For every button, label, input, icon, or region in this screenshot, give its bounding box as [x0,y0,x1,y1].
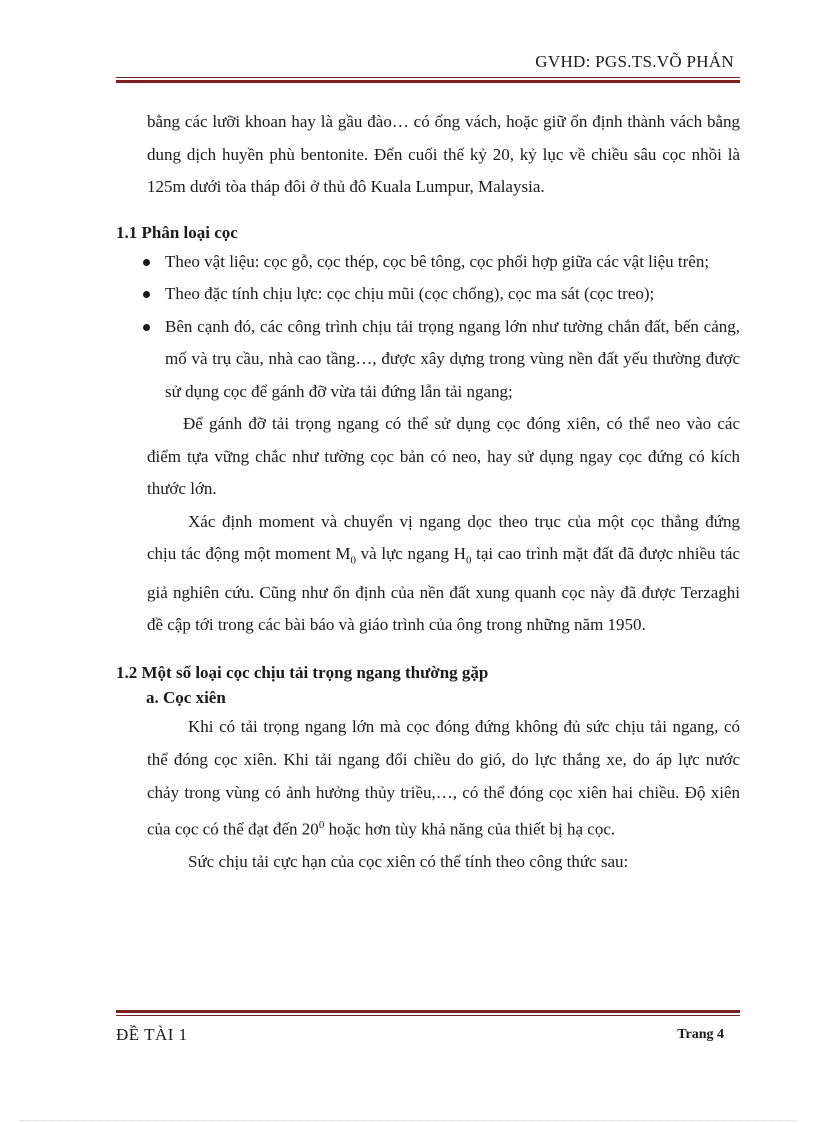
footer-topic: ĐỀ TÀI 1 [116,1025,188,1044]
paragraph-lateral-support: Để gánh đỡ tải trọng ngang có thể sử dụng cọc đóng xiên, có thể neo vào các điểm tựa vững chắc như tường cọc bản có neo, hay sử dụng ngay cọc đứng có kích thước lớn. [147,414,740,498]
page-edge-divider [20,1120,796,1121]
paragraph-inclined-piles: Khi có tải trọng ngang lớn mà cọc đóng đứng không đủ sức chịu tải ngang, có thể đóng cọc xiên. Khi tải ngang đổi chiều do gió, do lực thắng xe, do áp lực nước chảy trong vùng có ảnh hưởng thủy triều,…, có thể đóng cọc xiên hai chiều. Độ xiên của cọc có thể đạt đến $20^0$ hoặc hơn tùy khả năng của thiết bị hạ cọc. [147,716,740,839]
footer-rule-thick [116,1010,740,1013]
section-heading-1-2: 1.2 Một số loại cọc chịu tải trọng ngang thường gặp [116,662,489,682]
paragraph-formula-intro: Sức chịu tải cực hạn của cọc xiên có thể tính theo công thức sau: [188,851,629,871]
header-rule-thick [116,80,740,83]
list-item: Bên cạnh đó, các công trình chịu tải trọng ngang lớn như tường chắn đất, bến cảng, mố và trụ cầu, nhà cao tầng…, được xây dựng trong vùng nền đất yếu thường được sử dụng cọc để gánh đỡ vừa tải đứng lẫn tải ngang; [116,311,740,409]
footer-rule-thin [116,1015,740,1016]
list-item: Theo đặc tính chịu lực: cọc chịu mũi (cọc chống), cọc ma sát (cọc treo); [116,278,740,311]
subsection-heading-a: a. Cọc xiên [146,687,226,707]
list-item: Theo vật liệu: cọc gỗ, cọc thép, cọc bê tông, cọc phối hợp giữa các vật liệu trên; [116,246,740,279]
page-number: Trang 4 [677,1027,724,1042]
classification-list [116,246,740,409]
header-supervisor: GVHD: PGS.TS.VÕ PHÁN [535,52,734,71]
intro-paragraph: bằng các lưỡi khoan hay là gầu đào… có ống vách, hoặc giữ ổn định thành vách bằng dung dịch huyền phù bentonite. Đến cuối thế kỷ 20, kỷ lục về chiều sâu cọc nhồi là 125m dưới tòa tháp đôi ở thủ đô Kuala Lumpur, Malaysia. [147,112,740,196]
page-body [116,106,740,878]
bullet-icon [143,259,150,266]
bullet-icon [143,291,150,298]
section-heading-1-1: 1.1 Phân loại cọc [116,222,238,242]
paragraph-moment: Xác định moment và chuyển vị ngang dọc theo trục của một cọc thẳng đứng chịu tác động một moment $M_0$ và lực ngang $H_0$ tại cao trình mặt đất đã được nhiều tác giả nghiên cứu. Cũng như ổn định của nền đất xung quanh cọc này đã được Terzaghi đề cập tới trong các bài báo và giáo trình của ông trong những năm 1950. [147,511,741,635]
bullet-icon [143,324,150,331]
header-rule-thin [116,77,740,78]
